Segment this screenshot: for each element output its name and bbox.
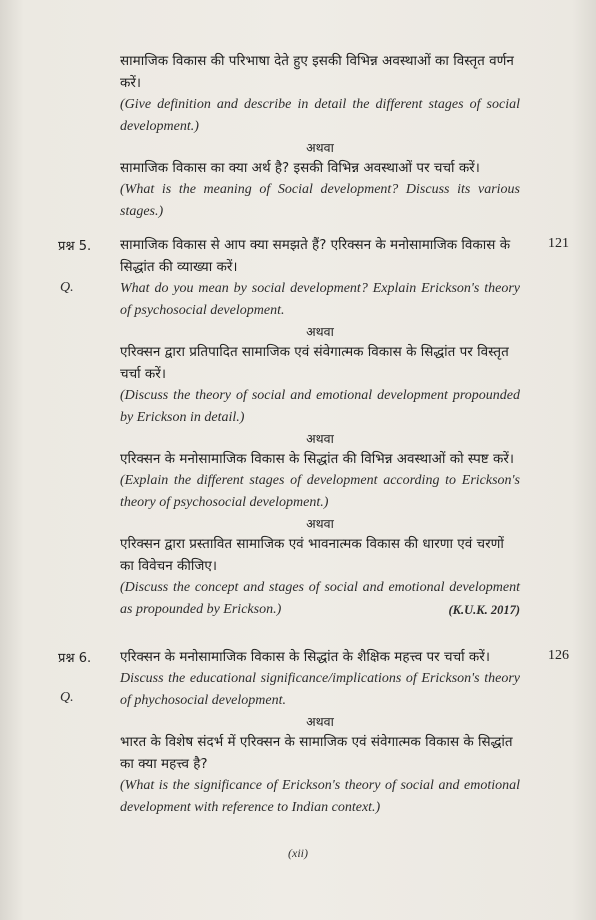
english-question-text: (What is the meaning of Social development? Discuss its various stages.) — [120, 182, 520, 219]
hindi-question-text: एरिक्सन द्वारा प्रतिपादित सामाजिक एवं संवेगात्मक विकास के सिद्धांत पर विस्तृत चर्चा करें। — [120, 344, 509, 382]
question-number-5: प्रश्न 5. — [58, 239, 92, 254]
english-question-text: (What is the significance of Erickson's theory of social and emotional development with reference to Indian context.) — [120, 778, 520, 815]
or-divider: अथवा — [306, 516, 334, 531]
hindi-question-text: एरिक्सन के मनोसामाजिक विकास के सिद्धांत के शैक्षिक महत्त्व पर चर्चा करें। — [120, 649, 490, 665]
or-divider: अथवा — [306, 431, 334, 446]
hindi-question-text: सामाजिक विकास से आप क्या समझते हैं? एरिक्सन के मनोसामाजिक विकास के सिद्धांत की व्याख्या करें। — [120, 237, 511, 275]
english-question-text: Discuss the educational significance/implications of Erickson's theory of phychosocial development. — [120, 671, 520, 708]
english-question-text — [120, 577, 520, 621]
english-question-text-inner: (Discuss the concept and stages of social and emotional development as propounded by Erickson.) — [120, 580, 520, 617]
or-divider: अथवा — [306, 140, 334, 155]
english-question-text: (Give definition and describe in detail the different stages of social development.) — [120, 97, 520, 134]
question-block-continued — [120, 50, 520, 223]
question-block-6 — [120, 646, 520, 819]
question-block-5 — [120, 234, 520, 621]
hindi-question-text: सामाजिक विकास की परिभाषा देते हुए इसकी विभिन्न अवस्थाओं का विस्तृत वर्णन करें। — [120, 53, 514, 91]
hindi-question-text: सामाजिक विकास का क्या अर्थ है? इसकी विभिन्न अवस्थाओं पर चर्चा करें। — [120, 160, 480, 176]
hindi-question-text: भारत के विशेष संदर्भ में एरिक्सन के सामाजिक एवं संवेगात्मक विकास के सिद्धांत का क्या महत्त्व है? — [120, 734, 513, 772]
page-reference-q5: 121 — [548, 236, 569, 251]
question-label-en-q5: Q. — [60, 280, 74, 295]
hindi-question-text: एरिक्सन द्वारा प्रस्तावित सामाजिक एवं भावनात्मक विकास की धारणा एवं चरणों का विवेचन कीजिए। — [120, 536, 504, 574]
english-question-text: (Discuss the theory of social and emotional development propounded by Erickson in detail.) — [120, 388, 520, 425]
english-question-text: What do you mean by social development? Explain Erickson's theory of psychosocial development. — [120, 281, 520, 318]
page-reference-q6: 126 — [548, 648, 569, 663]
english-question-text: (Explain the different stages of development according to Erickson's theory of psychosocial development.) — [120, 473, 520, 510]
hindi-question-text: एरिक्सन के मनोसामाजिक विकास के सिद्धांत की विभिन्न अवस्थाओं को स्पष्ट करें। — [120, 451, 514, 467]
question-label-en-q6: Q. — [60, 690, 74, 705]
exam-reference: (K.U.K. 2017) — [448, 603, 520, 617]
or-divider: अथवा — [306, 714, 334, 729]
or-divider: अथवा — [306, 324, 334, 339]
page-footer-number: (xii) — [288, 846, 308, 860]
question-number-6: प्रश्न 6. — [58, 651, 92, 666]
